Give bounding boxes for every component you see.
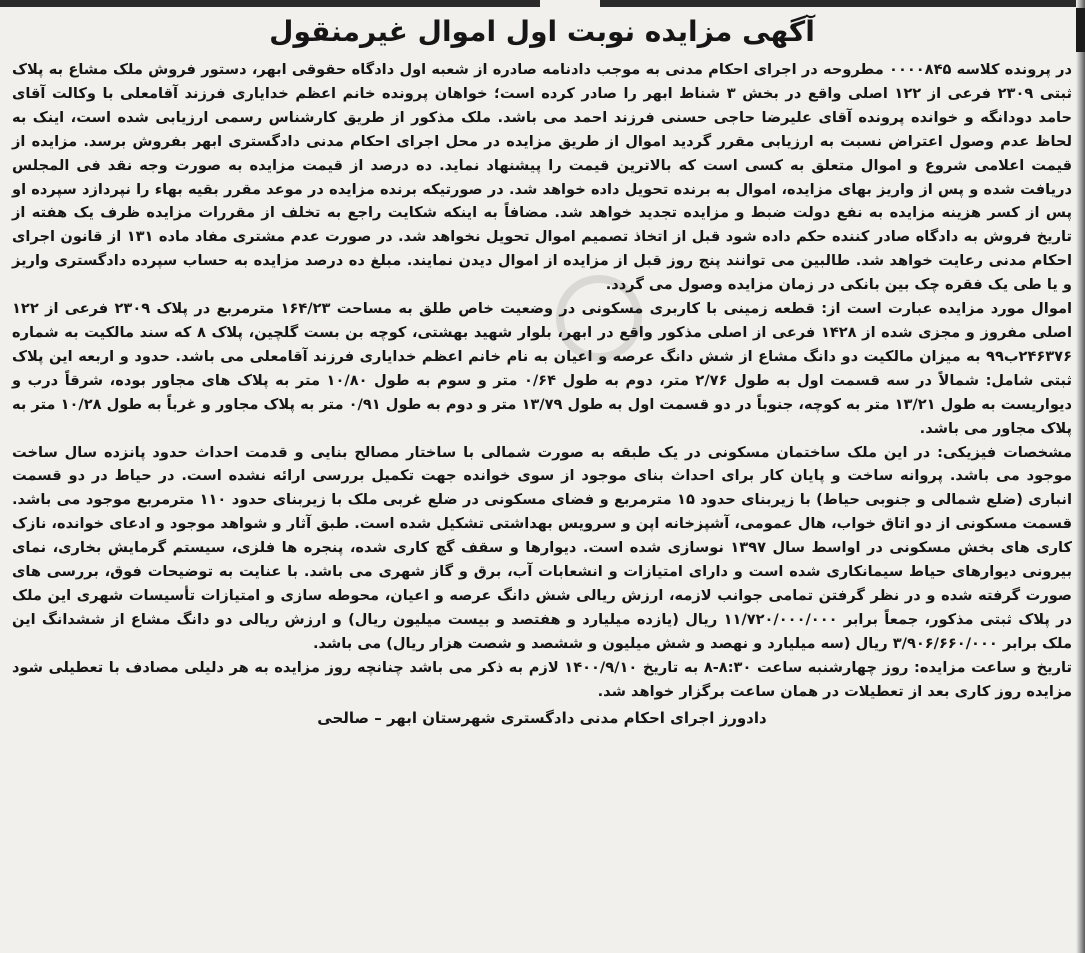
notice-intro-paragraph: در پرونده کلاسه ۰۰۰۰۸۴۵ مطروحه در اجرای احکام مدنی به موجب دادنامه صادره از شعبه اول دادگاه حقوقی ابهر، دستور فروش ملک مشاع به پلاک ثبتی ۲۳۰۹ فرعی از ۱۲۲ اصلی واقع در بخش ۳ شناط ابهر را صادر کرده است؛ خواهان پرونده خانم اعظم خدایاری فرزند آقامعلی با وکالت آقای حامد دودانگه و خوانده پرونده آقای علیرضا حاجی حسنی فرزند احمد می باشد. ملک مذکور از طریق کارشناس رسمی ارزیابی شده است، اینک به لحاظ عدم وصول اعتراض نسبت به ارزیابی مقرر گردید اموال از طریق مزایده در محل اجرای احکام مدنی دادگستری ابهر بفروش برسد. مزایده از قیمت اعلامی شروع و اموال متعلق به کسی است که بالاترین قیمت را پیشنهاد نماید. ده درصد از قیمت مزایده به صورت وجه نقد فی المجلس دریافت شده و پس از واریز بهای مزایده، اموال به برنده تحویل داده خواهد شد. در صورتیکه برنده مزایده در موعد مقرر بقیه بهاء را نپردازد سپرده او پس از کسر هزینه مزایده به نفع دولت ضبط و مزایده تجدید خواهد شد. مضافاً به اینکه شکایت راجع به تخلف از مقررات مزایده ظرف یک هفته از تاریخ فروش به دادگاه صادر کننده حکم داده شود قبل از اتخاذ تصمیم اموال تحویل نخواهد شد. در صورت عدم مشتری مفاد ماده ۱۳۱ از قانون اجرای احکام مدنی رعایت خواهد شد. طالبین می توانند پنج روز قبل از مزایده از اموال دیدن نمایند. مبلغ ده درصد مزایده به حساب سپرده دادگستری واریز و یا طی یک فقره چک بین بانکی در زمان مزایده وصول می گردد. — [12, 61, 1073, 294]
physical-specs-paragraph: مشخصات فیزیکی: در این ملک ساختمان مسکونی در یک طبقه به صورت شمالی با ساختار مصالح بنایی و قدمت احداث حدود پانزده سال ساخت موجود می باشد. پروانه ساخت و پایان کار برای احداث بنای موجود از سوی خوانده جهت تکمیل بررسی ارائه نشده است. در حیاط در دو قسمت انباری (ضلع شمالی و جنوبی حیاط) با زیربنای حدود ۱۵ مترمربع و فضای مسکونی در ضلع غربی ملک با زیربنای حدود ۱۱۰ مترمربع موجود می باشد. قسمت مسکونی از دو اتاق خواب، هال عمومی، آشپزخانه اپن و سرویس بهداشتی تشکیل شده است. طبق آثار و شواهد موجود و ادعای خوانده، نازک کاری های بخش مسکونی در اواسط سال ۱۳۹۷ نوسازی شده است. دیوارها و سقف گچ کاری شده، پنجره ها فلزی، سیستم گرمایش بخاری، نمای بیرونی دیوارهای حیاط سیمانکاری شده است و دارای امتیازات و انشعابات آب، برق و گاز شهری می باشد. با عنایت به توضیحات فوق، بررسی های صورت گرفته شده و در نظر گرفتن تمامی جوانب لازمه، ارزش ریالی شش دانگ عرصه و اعیان، محوطه سازی و امتیازات تأسیسات شهری این ملک در پلاک ثبتی مذکور، جمعاً برابر ۱۱/۷۲۰/۰۰۰/۰۰۰ ریال (یازده میلیارد و هفتصد و بیست میلیون ریال) و ارزش ریالی دو دانگ مشاع از ششدانگ این ملک برابر ۳/۹۰۶/۶۶۰/۰۰۰ ریال (سه میلیارد و نهصد و شش میلیون و ششصد و شصت هزار ریال) می باشد. — [12, 443, 1073, 652]
property-paragraph — [12, 297, 1072, 440]
property-label: اموال مورد مزایده — [938, 300, 1073, 318]
page-edge-notch — [1076, 8, 1085, 52]
auction-datetime-text: روز چهارشنبه ساعت ۸:۳۰-۸ به تاریخ ۱۴۰۰/۹/۱۰ لازم به ذکر می باشد چنانچه روز مزایده به هر دلیلی مصادف با تعطیلی شود مزایده روز کاری بعد از تعطیلات در همان ساعت برگزار خواهد شد. — [12, 658, 1072, 700]
notice-page — [12, 10, 1072, 732]
property-text: عبارت است از: قطعه زمینی با کاربری مسکونی در وضعیت خاص طلق به مساحت ۱۶۴/۲۳ مترمربع در پلاک ۲۳۰۹ فرعی از ۱۲۲ اصلی مفروز و مجزی شده از ۱۴۲۸ فرعی از اصلی مذکور واقع در ابهر، بلوار شهید بهشتی، کوچه بن بست گلچین، پلاک ۸ که سند مالکیت به شماره ۲۴۶۳۷۶ب۹۹ به میزان مالکیت دو دانگ مشاع از شش دانگ عرصه و اعیان به نام خانم اعظم خدایاری فرزند آقامعلی می باشد. حدود و اربعه این پلاک ثبتی شامل: شمالاً در سه قسمت اول به طول ۲/۷۶ متر، دوم به طول ۰/۶۴ متر و سوم به طول ۱۰/۸۰ متر به پلاک های مجاور بوده، شرقاً درب و دیواریست به طول ۱۳/۲۱ متر به کوچه، جنوباً در دو قسمت اول به طول ۱۳/۷۹ متر و دوم به طول ۰/۹۱ متر به پلاک مجاور و غرباً به طول ۱۰/۲۸ متر به پلاک مجاور می باشد. — [11, 300, 1072, 437]
signature-line: دادورز اجرای احکام مدنی دادگستری شهرستان ابهر – صالحی — [317, 709, 767, 728]
notice-title: آگهی مزایده نوبت اول اموال غیرمنقول — [269, 15, 815, 48]
auction-datetime-label: تاریخ و ساعت مزایده: — [914, 658, 1073, 676]
auction-datetime-paragraph — [12, 656, 1072, 704]
page-edge-shadow — [1076, 0, 1085, 953]
top-border-gap — [540, 0, 600, 7]
